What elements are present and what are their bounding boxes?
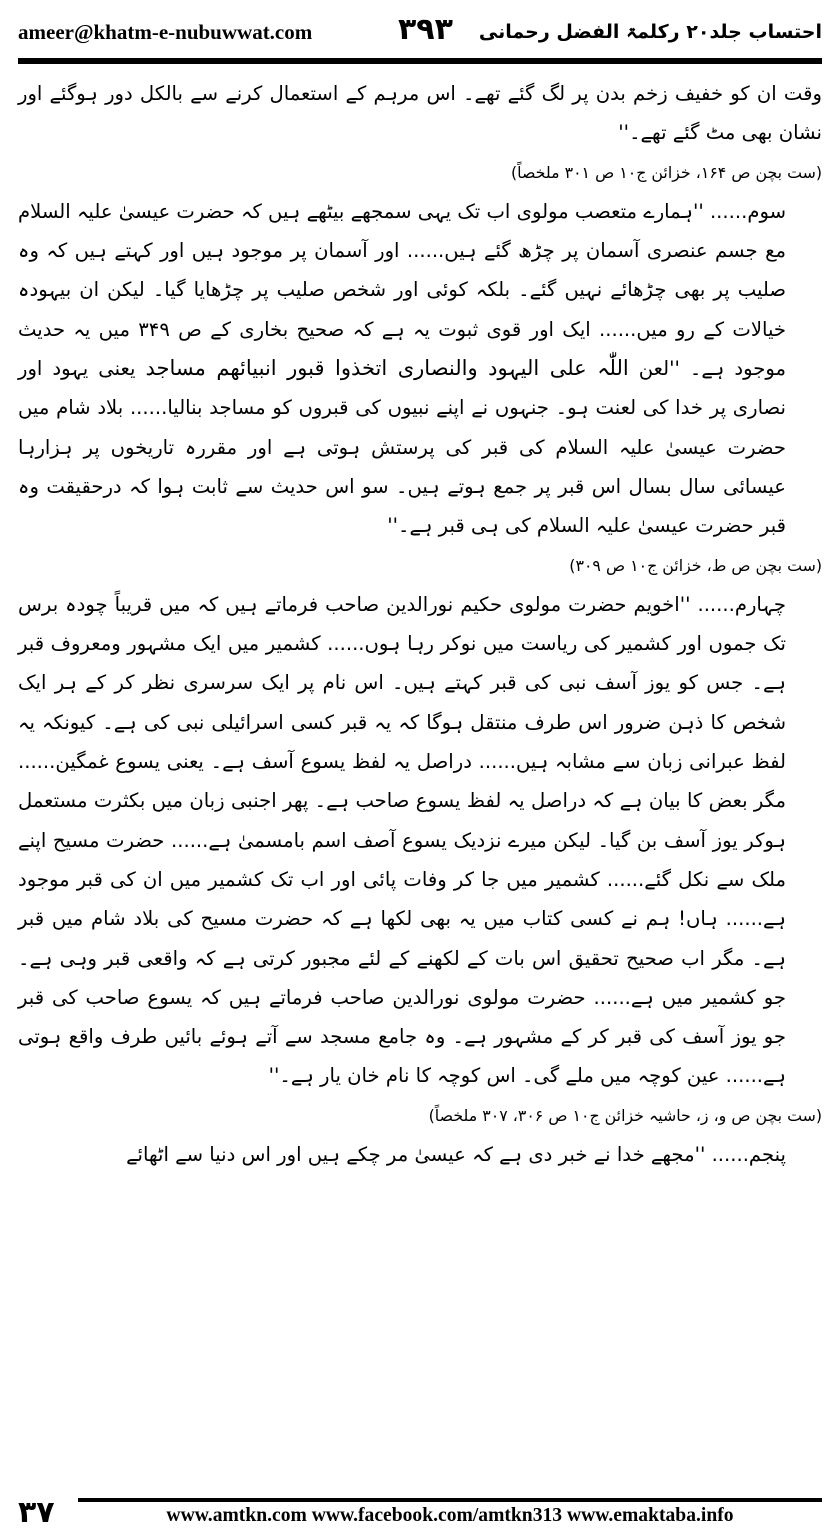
hadith-arabic: اللّٰہ علی الیہود والنصاری اتخذوا قبور انبیائهم مساجد bbox=[145, 356, 629, 381]
footer-links[interactable]: www.amtkn.com www.facebook.com/amtkn313 www.emaktaba.info bbox=[166, 1504, 734, 1526]
page-number: ۳۹۳ bbox=[398, 12, 453, 47]
header-rule bbox=[18, 58, 822, 64]
paragraph-2-continued: یعنی یہود اور نصاری پر خدا کی لعنت ہو۔ جنہوں نے اپنے نبیوں کی قبروں کو مساجد بنالیا...... بلاد شام میں حضرت عیسیٰ علیہ السلام کی قبر کی پرستش ہوتی ہے اور مقررہ تاریخوں پر ہزارہا عیسائی سال بسال اس قبر پر جمع ہوتے ہیں۔ سو اس حدیث سے ثابت ہوا کہ درحقیقت وہ قبر حضرت عیسیٰ علیہ السلام کی ہی قبر ہے۔'' bbox=[18, 357, 786, 538]
header-email: ameer@khatm-e-nubuwwat.com bbox=[18, 19, 313, 44]
footer-serial: ۳۷ bbox=[18, 1494, 55, 1530]
page-header bbox=[18, 10, 822, 54]
paragraph-3: چہارم...... ''اخویم حضرت مولوی حکیم نورالدین صاحب فرماتے ہیں کہ میں قریباً چودہ برس تک جموں اور کشمیر کی ریاست میں نوکر رہا ہوں...... کشمیر میں ایک مشہور ومعروف قبر ہے۔ جس کو یوز آسف نبی کی قبر کہتے ہیں۔ اس نام پر ایک سرسری نظر کر کے ہر ایک شخص کا ذہن ضرور اس طرف منتقل ہوگا کہ یہ قبر کسی اسرائیلی نبی کی ہے۔ کیونکہ یہ لفظ عبرانی زبان سے مشابہ ہیں...... دراصل یہ لفظ یسوع آسف ہے۔ یعنی یسوع غمگین...... مگر بعض کا بیان ہے کہ دراصل یہ لفظ یسوع صاحب ہے۔ پھر اجنبی زبان میں بکثرت مستعمل ہوکر یوز آسف بن گیا۔ لیکن میرے نزدیک یسوع آصف اسم بامسمیٰ ہے...... حضرت مسیح اپنے ملک سے نکل گئے...... کشمیر میں جا کر وفات پائی اور اب تک کشمیر میں ان کی قبر موجود ہے...... ہاں! ہم نے کسی کتاب میں یہ بھی لکھا ہے کہ حضرت مسیح کی بلاد شام میں قبر ہے۔ مگر اب صحیح تحقیق اس بات کے لکھنے کے لئے مجبور کرتی ہے کہ واقعی قبر وہی ہے۔ جو کشمیر میں ہے...... حضرت مولوی نورالدین صاحب فرماتے ہیں کہ یسوع صاحب کی قبر جو یوز آسف کی قبر کر کے مشہور ہے۔ وہ جامع مسجد سے آتے ہوئے بائیں طرف واقع ہوتی ہے...... عین کوچہ میں ملے گی۔ اس کوچہ کا نام خان یار ہے۔'' bbox=[18, 592, 786, 1088]
paragraph-2-text: سوم...... ''ہمارے متعصب مولوی اب تک یہی سمجھے بیٹھے ہیں کہ حضرت عیسیٰ علیہ السلام مع جسم عنصری آسمان پر چڑھ گئے ہیں...... اور آسمان پر موجود ہیں اور کہتے ہیں کہ وہ صلیب پر بھی چڑھائے نہیں گئے۔ بلکہ کوئی اور شخص صلیب پر چڑھایا گیا۔ لیکن ان بیہودہ خیالات کے رو میں...... ایک اور قوی ثبوت یہ ہے کہ صحیح بخاری کے ص ۳۴۹ میں یہ حدیث موجود ہے۔ ''لعن bbox=[18, 199, 786, 381]
reference-1: (ست بچن ص ۱۶۴، خزائن ج۱۰ ص ۳۰۱ ملخصاً) bbox=[510, 162, 822, 182]
reference-3: (ست بچن ص و، ز، حاشیہ خزائن ج۱۰ ص ۳۰۶، ۳۰۷ ملخصاً) bbox=[428, 1105, 822, 1125]
page-body bbox=[18, 74, 822, 1470]
page-footer bbox=[18, 1490, 822, 1534]
paragraph-1: وقت ان کو خفیف زخم بدن پر لگ گئے تھے۔ اس مرہم کے استعمال کرنے سے بالکل دور ہوگئے اور نشان بھی مٹ گئے تھے۔'' bbox=[18, 82, 822, 145]
paragraph-4: پنجم...... ''مجھے خدا نے خبر دی ہے کہ عیسیٰ مر چکے ہیں اور اس دنیا سے اٹھائے bbox=[126, 1143, 786, 1167]
reference-2: (ست بچن ص ط، خزائن ج۱۰ ص ۳۰۹) bbox=[569, 555, 822, 575]
paragraph-2 bbox=[18, 192, 822, 546]
footer-rule bbox=[78, 1498, 822, 1502]
footer-bar bbox=[78, 1498, 822, 1527]
book-title: احتساب جلد۲۰ رکلمۃ الفضل رحمانی bbox=[478, 21, 822, 43]
